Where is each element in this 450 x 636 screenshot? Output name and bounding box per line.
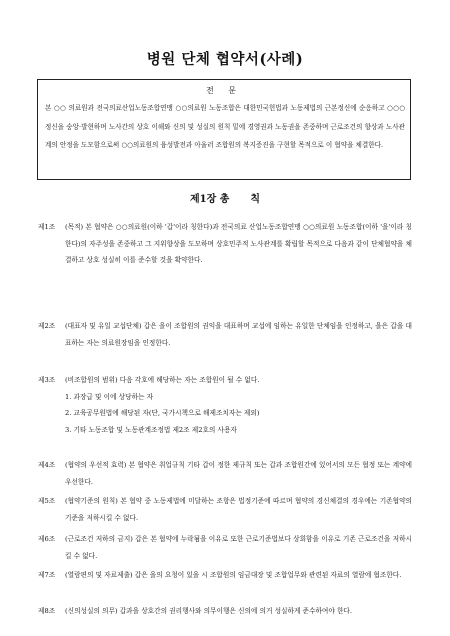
article-text: (대표자 및 유일 교섭단체) 갑은 을이 조합원의 권익을 대표하며 교섭에 임하는 유일한 단체임을 인정하고, 을은 갑을 대표하는 자는 의료원장임을 인정한다. bbox=[65, 322, 412, 347]
article-text: (신의성실의 의무) 갑과을 상호간의 권리행사와 의무이행은 신의에 의거 성실하게 준수하여야 한다. bbox=[65, 607, 353, 615]
article-4 bbox=[38, 457, 412, 490]
article-text: (목적) 본 협약은 ○○의료원(이하 '갑'이라 칭한다)과 전국의료 산업노동조합연맹 ○○의료원 노동조합(이하 '을'이라 칭한다)의 자주성을 존중하고 그 지위향상을 도모하며 상호민주적 노사관계를 확립할 목적으로 다음과 같이 단체협약을 체결하고 상호 성실히 이를 준수할 것을 확약한다. bbox=[65, 223, 412, 264]
document-title: 병원 단체 협약서(사례) bbox=[146, 51, 304, 68]
preamble-box bbox=[37, 79, 411, 180]
chapter-heading bbox=[0, 190, 450, 205]
list-item: 3. 기타 노동조합 및 노동관계조정법 제2조 제2호의 사용자 bbox=[65, 425, 237, 434]
article-3 bbox=[38, 372, 412, 438]
article-8 bbox=[38, 603, 412, 620]
article-number: 제2조 bbox=[38, 322, 56, 330]
article-number: 제3조 bbox=[38, 376, 56, 384]
article-number: 제4조 bbox=[38, 461, 56, 469]
list-item: 2. 교육공무원법에 해당된 자(단, 국가시책으로 해제조치자는 제외) bbox=[65, 409, 260, 417]
chapter-title: 총 칙 bbox=[219, 194, 260, 205]
article-5 bbox=[38, 493, 412, 526]
article-number: 제8조 bbox=[38, 607, 56, 615]
article-3-items bbox=[65, 389, 412, 439]
article-2 bbox=[38, 318, 412, 351]
article-text: (열람편의 및 자료제출) 갑은 을의 요청이 있을 시 조합원의 임금대장 및 조합업무와 관련된 자료의 열람에 협조한다. bbox=[65, 571, 402, 579]
list-item: 1. 과장급 및 이에 상당하는 자 bbox=[65, 392, 154, 401]
article-text: (근로조건 저하의 금지) 갑은 본 협약에 누락됨을 이유로 또한 근로기준법보다 상회함을 이유로 기존 근로조건을 저하시킬 수 없다. bbox=[65, 535, 412, 560]
article-number: 제1조 bbox=[38, 223, 56, 231]
article-text: (비조합원의 범위) 다음 각호에 해당하는 자는 조합원이 될 수 없다. bbox=[65, 376, 260, 384]
preamble-heading: 전 문 bbox=[206, 86, 242, 95]
preamble-text: 본 ○○ 의료원과 전국의료산업노동조합연맹 ○○의료원 노동조합은 대한민국헌법과 노동제법의 근본정신에 순응하고 ○○○정신을 숭앙·발현하며 노사간의 상호 이해와 신의 및 성실의 원칙 밑에 경영권과 노동권을 존중하며 근로조건의 향상과 노사관계의 안정을 도모함으로써 ○○의료원의 융성발전과 아울러 조합원의 복지증진을 구현할 목적으로 이 협약을 체결한다. bbox=[45, 104, 405, 150]
article-1 bbox=[38, 219, 412, 269]
article-text: (협약기준의 원칙) 본 협약 중 노동제법에 미달하는 조항은 법정기준에 따르며 협약의 경신체결의 경우에는 기존협약의 기준을 저하시킬 수 없다. bbox=[65, 497, 412, 522]
article-6 bbox=[38, 531, 412, 564]
article-number: 제5조 bbox=[38, 497, 56, 505]
article-7 bbox=[38, 567, 412, 584]
chapter-number: 제1장 bbox=[190, 194, 217, 205]
article-number: 제6조 bbox=[38, 535, 56, 543]
article-number: 제7조 bbox=[38, 571, 56, 579]
article-text: (협약의 우선적 효력) 본 협약은 취업규칙 기타 갑이 정한 제규칙 또는 갑과 조합원간에 있어서의 모든 협정 또는 계약에 우선한다. bbox=[65, 461, 412, 486]
